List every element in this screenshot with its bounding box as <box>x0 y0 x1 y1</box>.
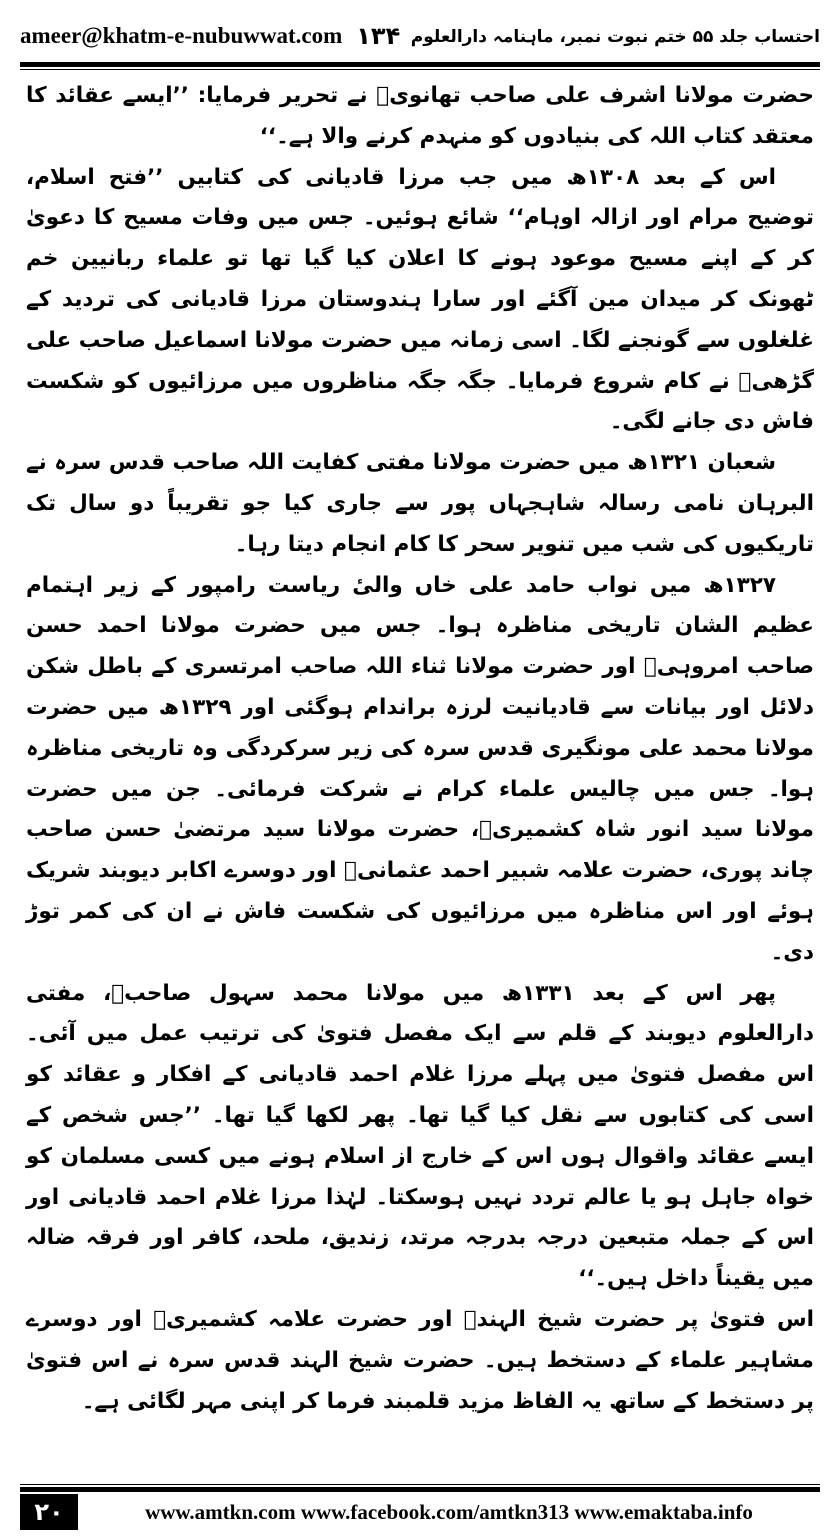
footer-urls[interactable]: www.amtkn.com www.facebook.com/amtkn313 www.emaktaba.info <box>145 1499 753 1524</box>
paragraph-1331-fatwa: پھر اس کے بعد ۱۳۳۱ھ میں مولانا محمد سہول صاحبؒ، مفتی دارالعلوم دیوبند کے قلم سے ایک مفصل فتویٰ کی ترتیب عمل میں آئی۔ اس مفصل فتویٰ میں پہلے مرزا غلام احمد قادیانی کے افکار و عقائد کو اسی کی کتابوں سے نقل کیا گیا تھا۔ پھر لکھا گیا تھا۔ ’’جس شخص کے ایسے عقائد واقوال ہوں اس کے خارج از اسلام ہونے میں کسی مسلمان کو خواہ جاہل ہو یا عالم تردد نہیں ہوسکتا۔ لہٰذا مرزا غلام احمد قادیانی اور اس کے جملہ متبعین درجہ بدرجہ مرتد، زندیق، ملحد، کافر اور فرقہ ضالہ میں یقیناً داخل ہیں۔‘‘ <box>26 980 814 1292</box>
article-body <box>26 76 814 1422</box>
header-page-number: ۱۳۴ <box>356 22 401 50</box>
page-footer <box>20 1490 820 1534</box>
paragraph-1308: اس کے بعد ۱۳۰۸ھ میں جب مرزا قادیانی کی کتابیں ’’فتح اسلام، توضیح مرام اور ازالہ اوہام‘‘ شائع ہوئیں۔ جس میں وفات مسیح کا دعویٰ کر کے اپنے مسیح موعود ہونے کا اعلان کیا گیا تھا تو علماء ربانیین خم ٹھونک کر میدان مین آگئے اور سارا ہندوستان مرزا قادیانی کی تردید کے غلغلوں سے گونجنے لگا۔ اسی زمانہ میں حضرت مولانا اسماعیل صاحب علی گڑھیؒ نے کام شروع فرمایا۔ جگہ جگہ مناظروں میں مرزائیوں کو شکست فاش دی جانے لگی۔ <box>26 164 814 435</box>
footer-page-number: ۲۰ <box>20 1494 78 1530</box>
footer-rule-thin <box>20 1484 820 1485</box>
header-left <box>20 22 400 50</box>
header-rule-thick <box>20 62 820 67</box>
paragraph-shaban-1321: شعبان ۱۳۲۱ھ میں حضرت مولانا مفتی کفایت اللہ صاحب قدس سرہ نے البرہان نامی رسالہ شاہجہاں پور سے جاری کیا جو تقریباً دو سال تک تاریکیوں کی شب میں تنویر سحر کا کام انجام دیتا رہا۔ <box>26 450 814 557</box>
paragraph-quote-thanvi: حضرت مولانا اشرف علی صاحب تھانویؒ نے تحریر فرمایا: ’’ایسے عقائد کا معتقد کتاب اللہ کی بنیادوں کو منہدم کرنے والا ہے۔‘‘ <box>26 83 814 149</box>
paragraph-1327-rampur: ۱۳۲۷ھ میں نواب حامد علی خاں والیٔ ریاست رامپور کے زیر اہتمام عظیم الشان تاریخی مناظرہ ہوا۔ جس میں حضرت مولانا احمد حسن صاحب امروہیؒ اور حضرت مولانا ثناء اللہ صاحب امرتسری کے باطل شکن دلائل اور بیانات سے قادیانیت لرزہ براندام ہوگئی اور ۱۳۲۹ھ میں حضرت مولانا محمد علی مونگیری قدس سرہ کی زیر سرکردگی وہ تاریخی مناظرہ ہوا۔ جس میں چالیس علماء کرام نے شرکت فرمائی۔ جن میں حضرت مولانا سید انور شاہ کشمیریؒ، حضرت مولانا سید مرتضیٰ حسن صاحب چاند پوری، حضرت علامہ شبیر احمد عثمانیؒ اور دوسرے اکابر دیوبند شریک ہوئے اور اس مناظرہ میں مرزائیوں کی شکست فاش نے ان کی کمر توڑ دی۔ <box>26 572 814 965</box>
page-header <box>20 14 820 58</box>
header-publication-info: احتساب جلد ۵۵ ختم نبوت نمبر، ماہنامہ دارالعلوم <box>410 26 820 47</box>
header-email[interactable]: ameer@khatm-e-nubuwwat.com <box>20 23 343 48</box>
header-rule-thin <box>20 69 820 70</box>
paragraph-signatures: اس فتویٰ پر حضرت شیخ الہندؒ اور حضرت علامہ کشمیریؒ اور دوسرے مشاہیر علماء کے دستخط ہیں۔ حضرت شیخ الہند قدس سرہ نے اس فتویٰ پر دستخط کے ساتھ یہ الفاظ مزید قلمبند فرما کر اپنی مہر لگائی ہے۔ <box>26 1306 814 1414</box>
